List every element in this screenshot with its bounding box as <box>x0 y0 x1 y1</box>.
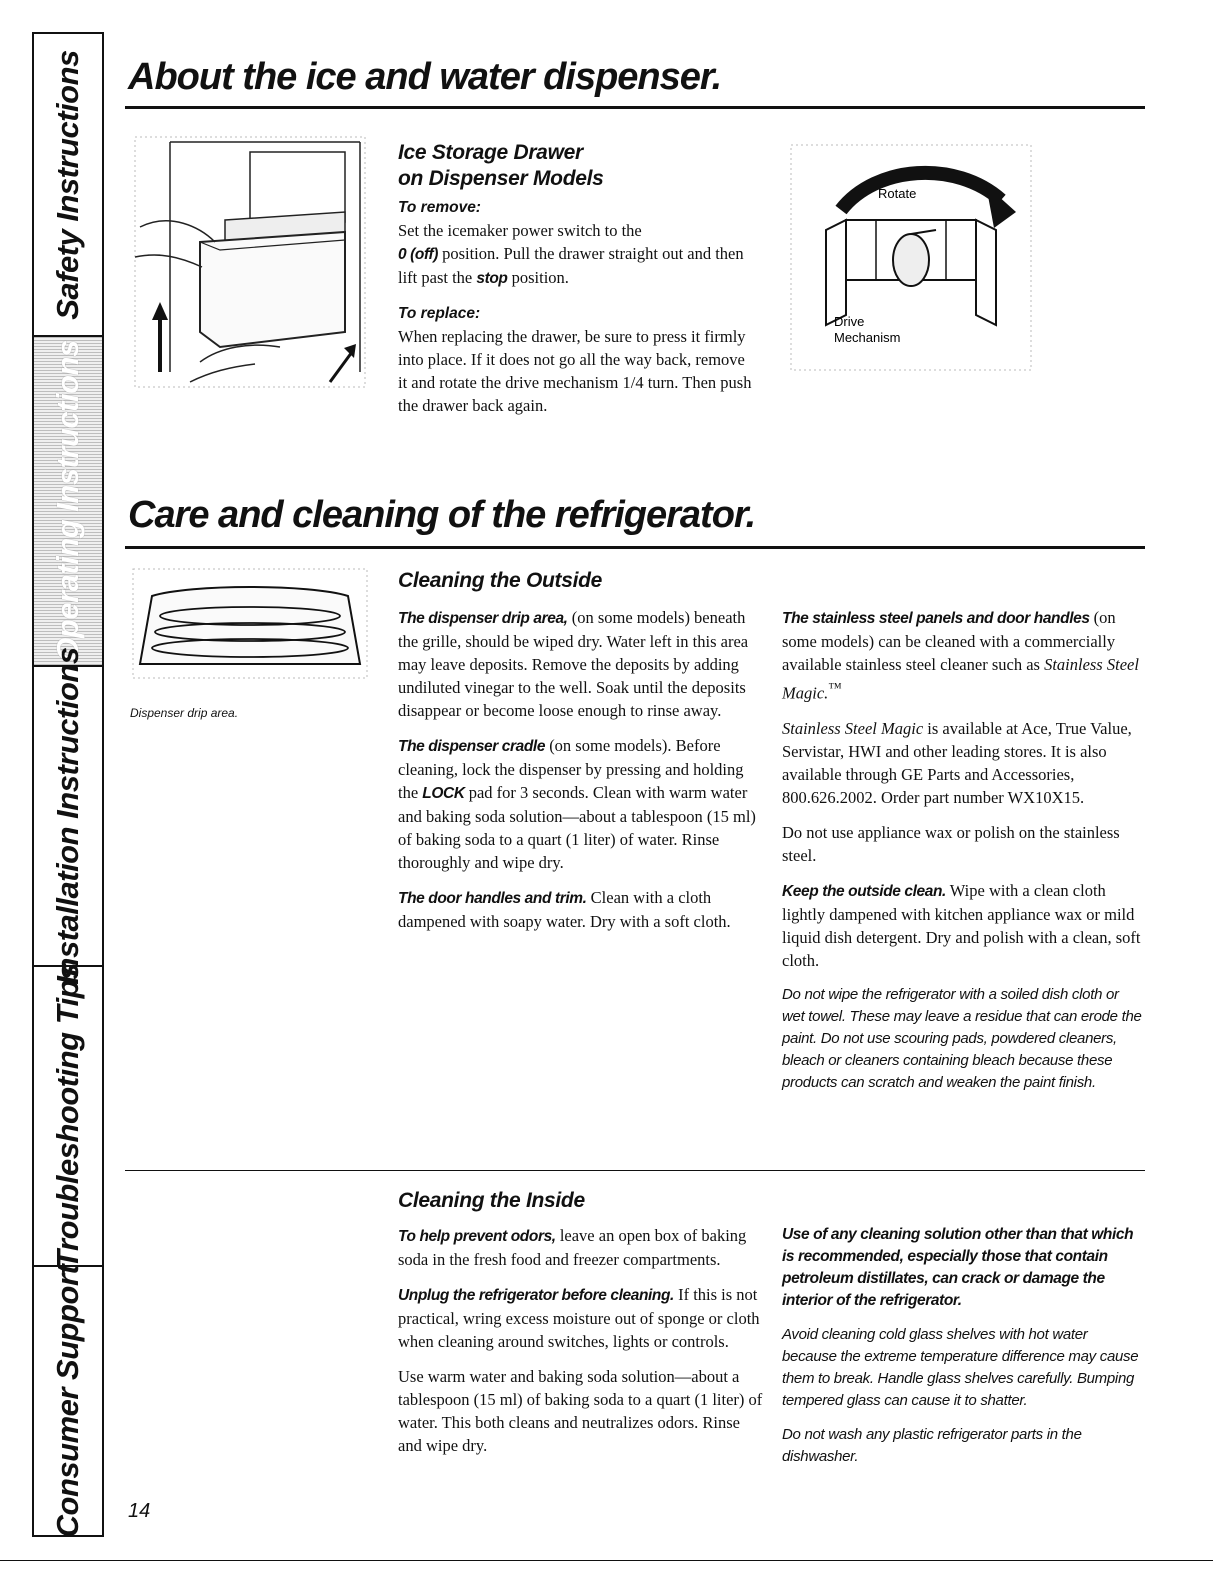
tab-label: Installation Instructions <box>50 647 85 985</box>
tab-troubleshooting-tips[interactable] <box>34 963 102 1269</box>
inside-divider <box>125 1170 1145 1171</box>
outside-col-right: The stainless steel panels and door handles (on some models) can be cleaned with a commercially available stainless steel cleaner such as Stainless Steel Magic.™ Stainless Steel Magic is available at Ace, True Value, Servistar, HWI and other leading stores. It is also available through GE Parts and Accessories, 800.626.2002. Order part number WX10X15. Do not use appliance wax or polish on the stainless steel. Keep the outside clean. Wipe with a clean cloth lightly dampened with kitchen appliance wax or mild liquid dish detergent. Dry and polish with a clean, soft cloth. Do not wipe the refrigerator with a soiled dish cloth or wet towel. These may leave a residue that can erode the paint. Do not use scouring pads, powdered cleaners, bleach or cleaners containing bleach because these products can scratch and weaken the paint finish. <box>782 606 1144 1106</box>
drive-label: Drive <box>834 314 865 329</box>
to-remove-label: To remove: <box>398 199 481 216</box>
cleaning-outside-heading: Cleaning the Outside <box>398 569 603 592</box>
tab-label: Troubleshooting Tips <box>50 963 85 1269</box>
care-title-rule <box>125 546 1145 549</box>
inside-caution: Use of any cleaning solution other than that which is recommended, especially those that contain petroleum distillates, can crack or damage the interior of the refrigerator. <box>782 1226 1134 1309</box>
inside-col-left: To help prevent odors, leave an open box of baking soda in the fresh food and freezer compartments. Unplug the refrigerator before cleaning. If this is not practical, wring excess moisture out of sponge or cloth when cleaning around switches, lights or controls. Use warm water and baking soda solution—about a tablespoon (15 ml) of baking soda to a quart (1 liter) of water. This both cleans and neutralizes odors. Rinse and wipe dry. <box>398 1226 763 1455</box>
tab-label: Consumer Support <box>50 1264 85 1538</box>
tab-label: Safety Instructions <box>50 49 85 320</box>
drive-mechanism-illustration <box>786 140 1036 375</box>
tab-operating-instructions[interactable] <box>34 337 102 667</box>
tab-label: Operating Instructions <box>50 340 85 662</box>
ice-drawer-illustration <box>130 132 370 392</box>
to-replace-label: To replace: <box>398 305 481 322</box>
ice-drawer-text: To remove: Set the icemaker power switch to the 0 (off) position. Pull the drawer straight out and then lift past the stop position. To replace: When replacing the drawer, be sure to press it firmly into place. If it does not go all the way back, remove it and rotate the drive mechanism 1/4 turn. Then push the drawer back again. <box>398 196 758 429</box>
inside-col-right: Use of any cleaning solution other than that which is recommended, especially those that contain petroleum distillates, can crack or damage the interior of the refrigerator. Avoid cleaning cold glass shelves with hot water because the extreme temperature difference may cause them to break. Handle glass shelves carefully. Bumping tempered glass can cause it to shatter. Do not wash any plastic refrigerator parts in the dishwasher. <box>782 1224 1144 1480</box>
section-title-care: Care and cleaning of the refrigerator. <box>128 494 756 536</box>
mechanism-label: Mechanism <box>834 330 901 345</box>
drip-area-caption: Dispenser drip area. <box>130 706 239 720</box>
side-tab-strip <box>32 32 104 1537</box>
outside-warning: Do not wipe the refrigerator with a soiled dish cloth or wet towel. These may leave a residue that can erode the paint. Do not use scouring pads, powdered cleaners, bleach or cleaners containing bleach because these products can scratch and weaken the paint finish. <box>782 985 1142 1091</box>
title-rule <box>125 106 1145 109</box>
cleaning-inside-heading: Cleaning the Inside <box>398 1189 585 1212</box>
tab-consumer-support[interactable] <box>34 1264 102 1538</box>
outside-col-left: The dispenser drip area, (on some models) beneath the grille, should be wiped dry. Water left in this area may leave deposits. Remove the deposits by adding undiluted vinegar to the well. Soak until the deposits disappear or become loose enough to rinse away. The dispenser cradle (on some models). Before cleaning, lock the dispenser by pressing and holding the LOCK pad for 3 seconds. Clean with warm water and baking soda solution—about a tablespoon (15 ml) of baking soda to a quart (1 liter) of water. Rinse thoroughly and wipe dry. The door handles and trim. Clean with a cloth dampened with soapy water. Dry with a soft cloth. <box>398 608 756 931</box>
drip-area-illustration <box>130 566 370 681</box>
page-number: 14 <box>128 1500 151 1522</box>
ice-drawer-heading: Ice Storage Drawer on Dispenser Models <box>398 141 604 190</box>
bottom-rule <box>0 1560 1213 1561</box>
tab-installation-instructions[interactable] <box>34 647 102 985</box>
tab-safety-instructions[interactable] <box>34 34 102 337</box>
rotate-label: Rotate <box>878 186 917 201</box>
section-title-dispenser: About the ice and water dispenser. <box>128 56 722 98</box>
